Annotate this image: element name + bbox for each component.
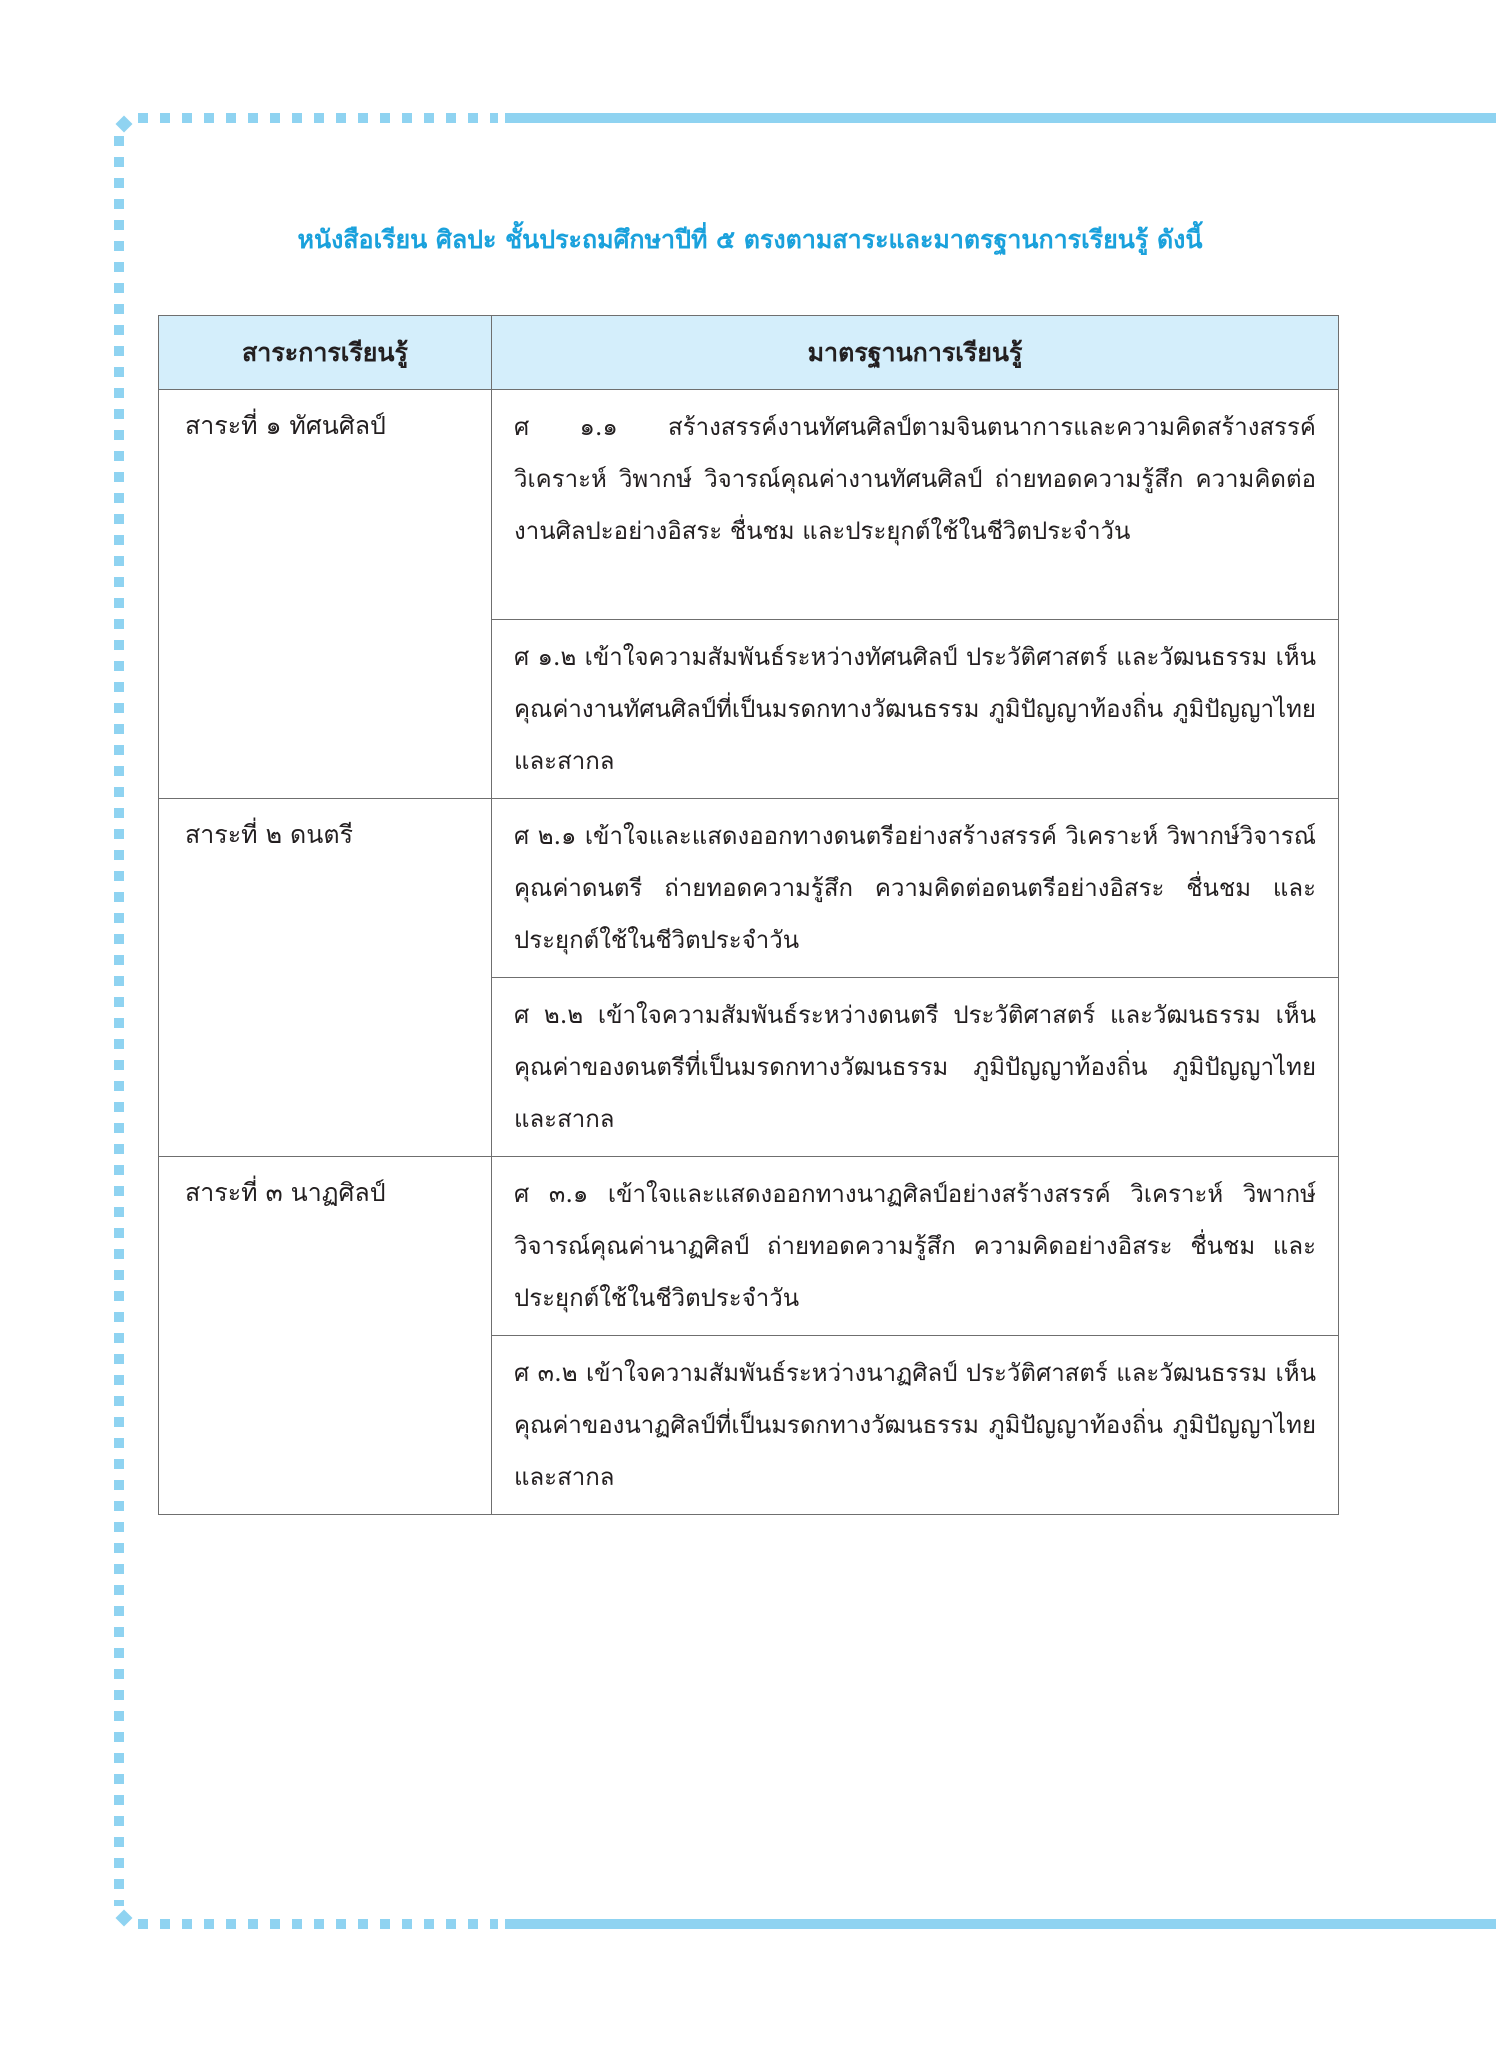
strand-music: สาระที่ ๒ ดนตรี [159, 799, 492, 1157]
table-row [159, 390, 1339, 620]
header-learning-strand: สาระการเรียนรู้ [159, 316, 492, 390]
strand-visual-arts: สาระที่ ๑ ทัศนศิลป์ [159, 390, 492, 799]
frame-bottom-solid-border [505, 1919, 1496, 1929]
frame-corner-diamond-icon [116, 116, 133, 133]
header-learning-standard: มาตรฐานการเรียนรู้ [492, 316, 1339, 390]
standard-1-2: ศ ๑.๒ เข้าใจความสัมพันธ์ระหว่างทัศนศิลป์ ประวัติศาสตร์ และวัฒนธรรม เห็นคุณค่างานทัศนศิลป์ที่เป็นมรดกทางวัฒนธรรม ภูมิปัญญาท้องถิ่น ภูมิปัญญาไทยและสากล [492, 620, 1339, 799]
standard-1-1: ศ ๑.๑ สร้างสรรค์งานทัศนศิลป์ตามจินตนาการและความคิดสร้างสรรค์ วิเคราะห์ วิพากษ์ วิจารณ์คุณค่างานทัศนศิลป์ ถ่ายทอดความรู้สึก ความคิดต่องานศิลปะอย่างอิสระ ชื่นชม และประยุกต์ใช้ในชีวิตประจำวัน [492, 390, 1339, 620]
strand-dance-drama: สาระที่ ๓ นาฏศิลป์ [159, 1157, 492, 1515]
frame-bottom-dotted-border [138, 1919, 498, 1929]
table-row [159, 1157, 1339, 1336]
frame-top-solid-border [505, 113, 1496, 123]
frame-left-dotted-border [114, 136, 124, 1906]
frame-top-dotted-border [138, 113, 498, 123]
standard-3-1: ศ ๓.๑ เข้าใจและแสดงออกทางนาฏศิลป์อย่างสร้างสรรค์ วิเคราะห์ วิพากษ์ วิจารณ์คุณค่านาฏศิลป์ ถ่ายทอดความรู้สึก ความคิดอย่างอิสระ ชื่นชม และประยุกต์ใช้ในชีวิตประจำวัน [492, 1157, 1339, 1336]
table-header-row [159, 316, 1339, 390]
table-row [159, 799, 1339, 978]
standard-2-2: ศ ๒.๒ เข้าใจความสัมพันธ์ระหว่างดนตรี ประวัติศาสตร์ และวัฒนธรรม เห็นคุณค่าของดนตรีที่เป็นมรดกทางวัฒนธรรม ภูมิปัญญาท้องถิ่น ภูมิปัญญาไทยและสากล [492, 978, 1339, 1157]
page-heading: หนังสือเรียน ศิลปะ ชั้นประถมศึกษาปีที่ ๕ ตรงตามสาระและมาตรฐานการเรียนรู้ ดังนี้ [297, 225, 1203, 254]
standard-2-1: ศ ๒.๑ เข้าใจและแสดงออกทางดนตรีอย่างสร้างสรรค์ วิเคราะห์ วิพากษ์วิจารณ์คุณค่าดนตรี ถ่ายทอดความรู้สึก ความคิดต่อดนตรีอย่างอิสระ ชื่นชม และประยุกต์ใช้ในชีวิตประจำวัน [492, 799, 1339, 978]
frame-corner-diamond-icon [116, 1910, 133, 1927]
standard-3-2: ศ ๓.๒ เข้าใจความสัมพันธ์ระหว่างนาฏศิลป์ ประวัติศาสตร์ และวัฒนธรรม เห็นคุณค่าของนาฏศิลป์ที่เป็นมรดกทางวัฒนธรรม ภูมิปัญญาท้องถิ่น ภูมิปัญญาไทยและสากล [492, 1336, 1339, 1515]
curriculum-standards-table [158, 315, 1339, 1515]
